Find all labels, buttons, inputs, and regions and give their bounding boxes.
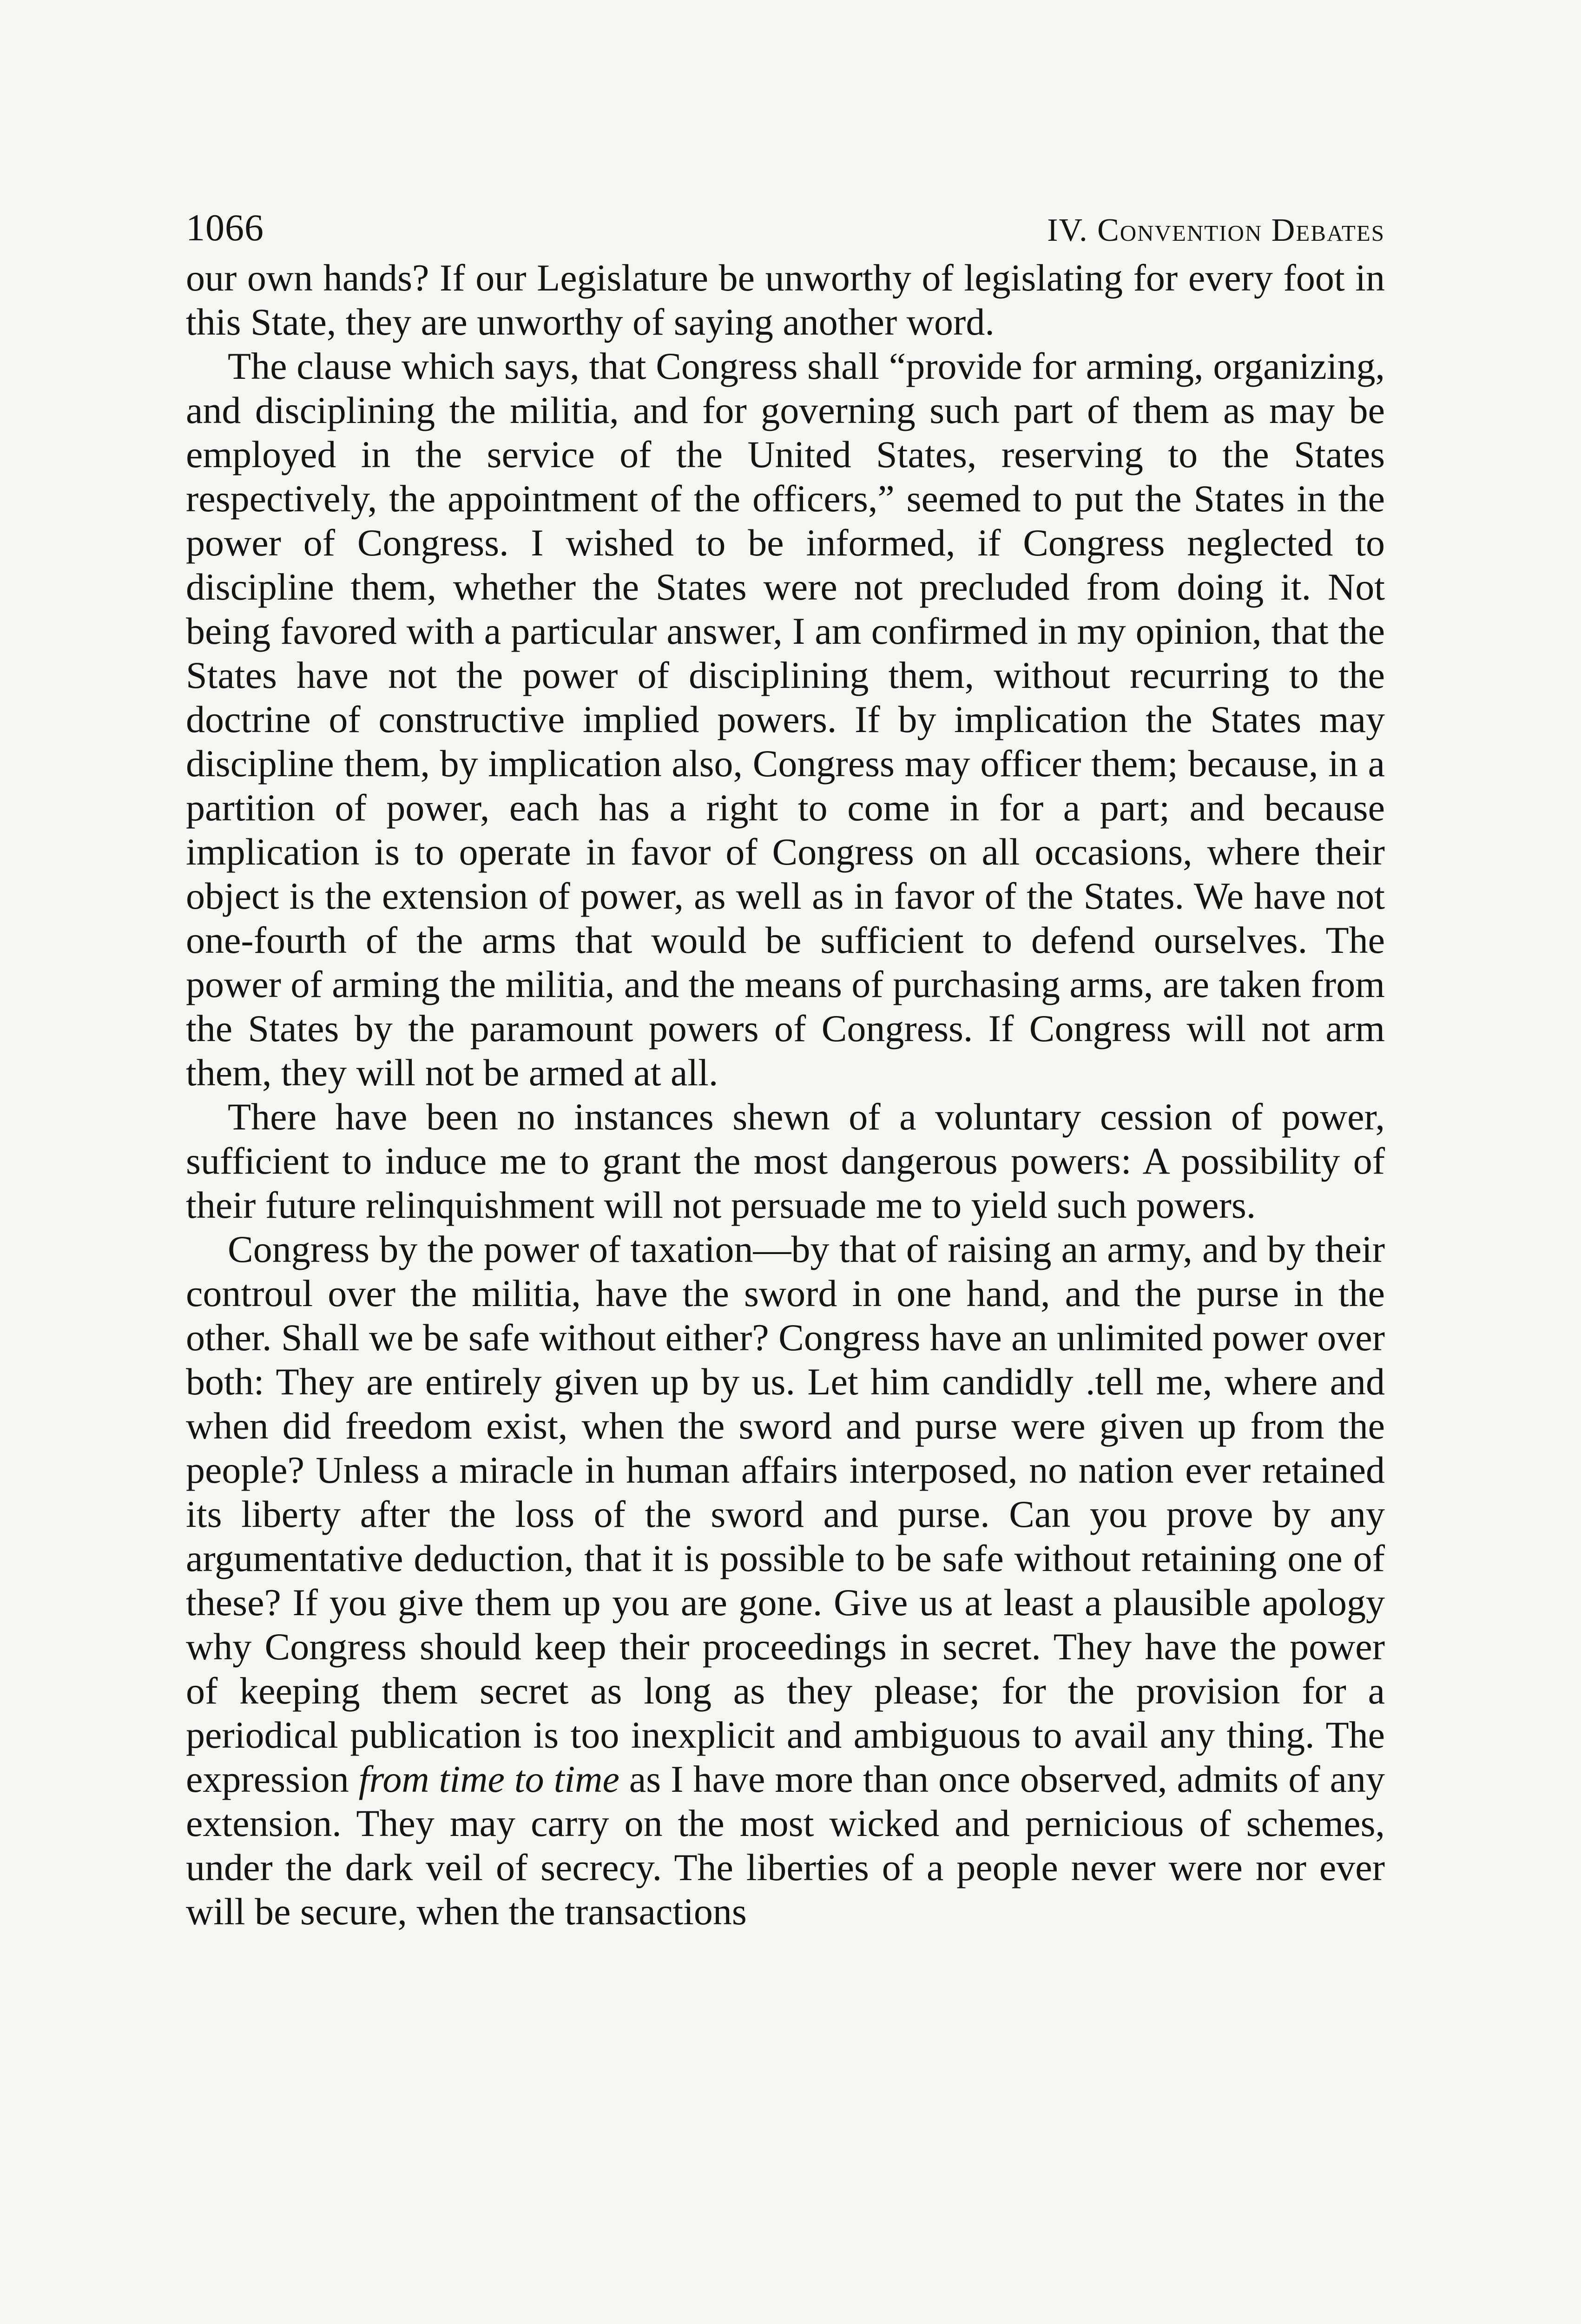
paragraph-cession-of-power: There have been no instances shewn of a voluntary cession of power, sufficient to induce me to grant the most dangerous powers: A possibility of their future relinquishment will not persuade me to yield such powers. (186, 1096, 1385, 1226)
paragraph-text-after-italic: as I have more than once observed, admits of any extension. They may carry on the most wicked and pernicious of schemes, under the dark veil of secrecy. The liberties of a people never were nor ever will be secure, when the transactions (186, 1758, 1385, 1933)
paragraph-text-before-italic: Congress by the power of taxation—by that of raising an army, and by their controul over the militia, have the sword in one hand, and the purse in the other. Shall we be safe without either? Congress have an unlimited power over both: They are entirely given up by us. Let him candidly .tell me, where and when did freedom exist, when the sword and purse were given up from the people? Unless a miracle in human affairs interposed, no nation ever retained its liberty after the loss of the sword and purse. Can you prove by any argumentative deduction, that it is possible to be safe without retaining one of these? If you give them up you are gone. Give us at least a plausible apology why Congress should keep their proceedings in secret. They have the power of keeping them secret as long as they please; for the provision for a periodical publication is too inexplicit and ambiguous to avail any thing. The expression (186, 1228, 1385, 1800)
paragraph-sword-and-purse (186, 1227, 1385, 1934)
book-page (186, 205, 1385, 1934)
paragraph-militia-clause: The clause which says, that Congress shall “provide for arming, organizing, and disciplining the militia, and for governing such part of them as may be employed in the service of the United States, reserving to the States respectively, the appointment of the officers,” seemed to put the States in the power of Congress. I wished to be informed, if Congress neglected to discipline them, whether the States were not precluded from doing it. Not being favored with a particular answer, I am confirmed in my opinion, that the States have not the power of disciplining them, without recurring to the doctrine of constructive implied powers. If by implication the States may discipline them, by implication also, Congress may officer them; because, in a partition of power, each has a right to come in for a part; and because implication is to operate in favor of Congress on all occasions, where their object is the extension of power, as well as in favor of the States. We have not one-fourth of the arms that would be sufficient to defend ourselves. The power of arming the militia, and the means of purchasing arms, are taken from the States by the paramount powers of Congress. If Congress will not arm them, they will not be armed at all. (186, 345, 1385, 1094)
page-number: 1066 (186, 206, 264, 249)
body-text (186, 256, 1385, 1934)
running-head (186, 205, 1385, 256)
paragraph-continuation: our own hands? If our Legislature be unworthy of legislating for every foot in this State, they are unworthy of saying another word. (186, 257, 1385, 343)
italic-phrase: from time to time (358, 1758, 619, 1800)
section-title: IV. Convention Debates (1047, 212, 1385, 248)
